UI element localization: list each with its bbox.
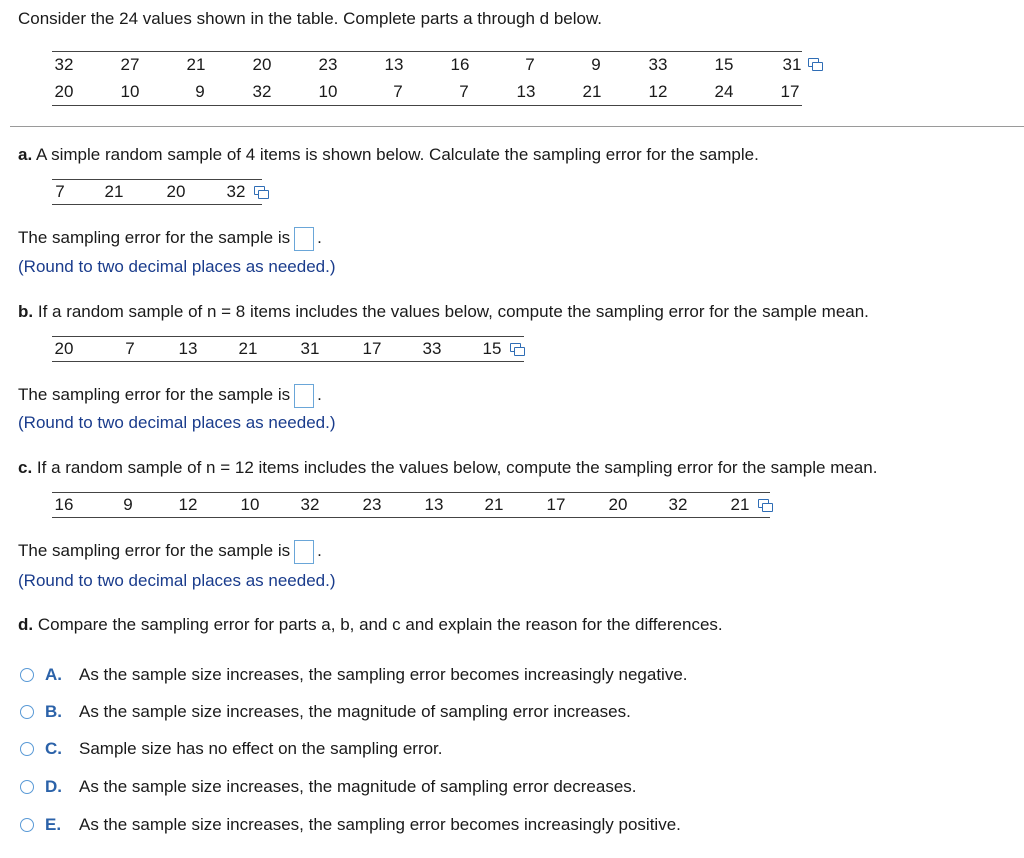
option-b[interactable] [20, 701, 631, 723]
sample-value: 21 [104, 182, 124, 201]
sample-value: 32 [300, 495, 320, 514]
table-cell: 13 [516, 82, 536, 101]
copy-icon[interactable] [758, 499, 773, 512]
answer-suffix: . [317, 541, 322, 560]
answer-prefix: The sampling error for the sample is [18, 228, 291, 247]
sample-value: 23 [362, 495, 382, 514]
answer-suffix: . [317, 228, 322, 247]
table-cell: 13 [384, 55, 404, 74]
option-e[interactable] [20, 814, 681, 836]
sample-value: 32 [226, 182, 246, 201]
sample-value: 20 [54, 339, 74, 358]
sample-value: 9 [123, 495, 133, 514]
part-c-answer-input[interactable] [294, 540, 314, 564]
copy-icon[interactable] [808, 58, 823, 71]
sample-value: 13 [424, 495, 444, 514]
sample-value: 31 [300, 339, 320, 358]
option-letter: C. [45, 739, 62, 758]
table-cell: 17 [780, 82, 800, 101]
table-cell: 9 [591, 55, 601, 74]
table-cell: 20 [54, 82, 74, 101]
answer-suffix: . [317, 385, 322, 404]
option-text: As the sample size increases, the sampling error becomes increasingly positive. [79, 815, 681, 834]
option-letter: A. [45, 665, 62, 684]
table-cell: 10 [318, 82, 338, 101]
radio-button-icon[interactable] [20, 668, 34, 682]
table-bottom-rule [52, 105, 802, 106]
table-row [52, 78, 826, 105]
part-b-label: b. [18, 302, 34, 321]
part-a-prompt [18, 145, 759, 165]
sample-value: 10 [240, 495, 260, 514]
sample-value: 32 [668, 495, 688, 514]
sample-value: 15 [482, 339, 502, 358]
question-intro: Consider the 24 values shown in the table. Complete parts a through d below. [18, 9, 603, 28]
sample-value: 20 [608, 495, 628, 514]
table-cell: 24 [714, 82, 734, 101]
part-b-prompt [18, 302, 869, 322]
option-a[interactable] [20, 664, 688, 686]
part-a-label: a. [18, 145, 33, 164]
table-cell: 16 [450, 55, 470, 74]
option-text: As the sample size increases, the magnitude of sampling error increases. [79, 702, 631, 721]
part-d-label: d. [18, 615, 34, 634]
radio-button-icon[interactable] [20, 818, 34, 832]
sample-value: 12 [178, 495, 198, 514]
answer-prefix: The sampling error for the sample is [18, 385, 291, 404]
option-letter: D. [45, 777, 62, 796]
part-b-hint: (Round to two decimal places as needed.) [18, 413, 336, 432]
sample-value: 21 [484, 495, 504, 514]
table-cell: 20 [252, 55, 272, 74]
part-a-text: A simple random sample of 4 items is shown below. Calculate the sampling error for the sample. [35, 145, 759, 164]
section-divider [10, 126, 1024, 127]
table-cell: 7 [459, 82, 469, 101]
part-a-answer-line [18, 226, 322, 251]
sample-value: 16 [54, 495, 74, 514]
option-letter: B. [45, 702, 62, 721]
option-text: As the sample size increases, the magnitude of sampling error decreases. [79, 777, 637, 796]
sample-value: 20 [166, 182, 186, 201]
table-cell: 27 [120, 55, 140, 74]
part-b-answer-line [18, 383, 322, 408]
sample-value: 13 [178, 339, 198, 358]
part-c-hint: (Round to two decimal places as needed.) [18, 571, 336, 590]
table-cell: 7 [525, 55, 535, 74]
part-c-prompt [18, 458, 877, 478]
table-cell: 15 [714, 55, 734, 74]
option-letter: E. [45, 815, 62, 834]
sample-value: 21 [238, 339, 258, 358]
part-c-text: If a random sample of n = 12 items includes the values below, compute the sampling error for the sample mean. [36, 458, 878, 477]
option-c[interactable] [20, 738, 443, 760]
part-b-answer-input[interactable] [294, 384, 314, 408]
table-cell: 21 [186, 55, 206, 74]
sample-value: 17 [546, 495, 566, 514]
part-c-answer-line [18, 539, 322, 564]
part-b-text: If a random sample of n = 8 items includes the values below, compute the sampling error for the sample mean. [37, 302, 869, 321]
table-cell: 7 [393, 82, 403, 101]
sample-value: 7 [125, 339, 135, 358]
table-cell: 9 [195, 82, 205, 101]
table-cell: 32 [252, 82, 272, 101]
part-c-sample [52, 492, 782, 518]
part-a-answer-input[interactable] [294, 227, 314, 251]
table-cell: 31 [782, 55, 802, 74]
table-cell: 12 [648, 82, 668, 101]
radio-button-icon[interactable] [20, 780, 34, 794]
table-cell: 10 [120, 82, 140, 101]
option-text: Sample size has no effect on the sampling error. [79, 739, 443, 758]
sample-value: 7 [55, 182, 65, 201]
table-row [52, 51, 826, 78]
data-table [52, 51, 826, 105]
option-d[interactable] [20, 776, 637, 798]
table-cell: 32 [54, 55, 74, 74]
option-text: As the sample size increases, the sampling error becomes increasingly negative. [79, 665, 688, 684]
part-a-sample [52, 179, 274, 205]
part-c-label: c. [18, 458, 33, 477]
sample-value: 33 [422, 339, 442, 358]
table-cell: 33 [648, 55, 668, 74]
radio-button-icon[interactable] [20, 705, 34, 719]
copy-icon[interactable] [510, 343, 525, 356]
sample-value: 17 [362, 339, 382, 358]
part-a-hint: (Round to two decimal places as needed.) [18, 257, 336, 276]
copy-icon[interactable] [254, 186, 269, 199]
radio-button-icon[interactable] [20, 742, 34, 756]
part-b-sample [52, 336, 536, 362]
part-d-prompt [18, 615, 723, 635]
part-d-text: Compare the sampling error for parts a, b, and c and explain the reason for the differences. [37, 615, 723, 634]
sample-value: 21 [730, 495, 750, 514]
answer-prefix: The sampling error for the sample is [18, 541, 291, 560]
table-cell: 23 [318, 55, 338, 74]
table-cell: 21 [582, 82, 602, 101]
